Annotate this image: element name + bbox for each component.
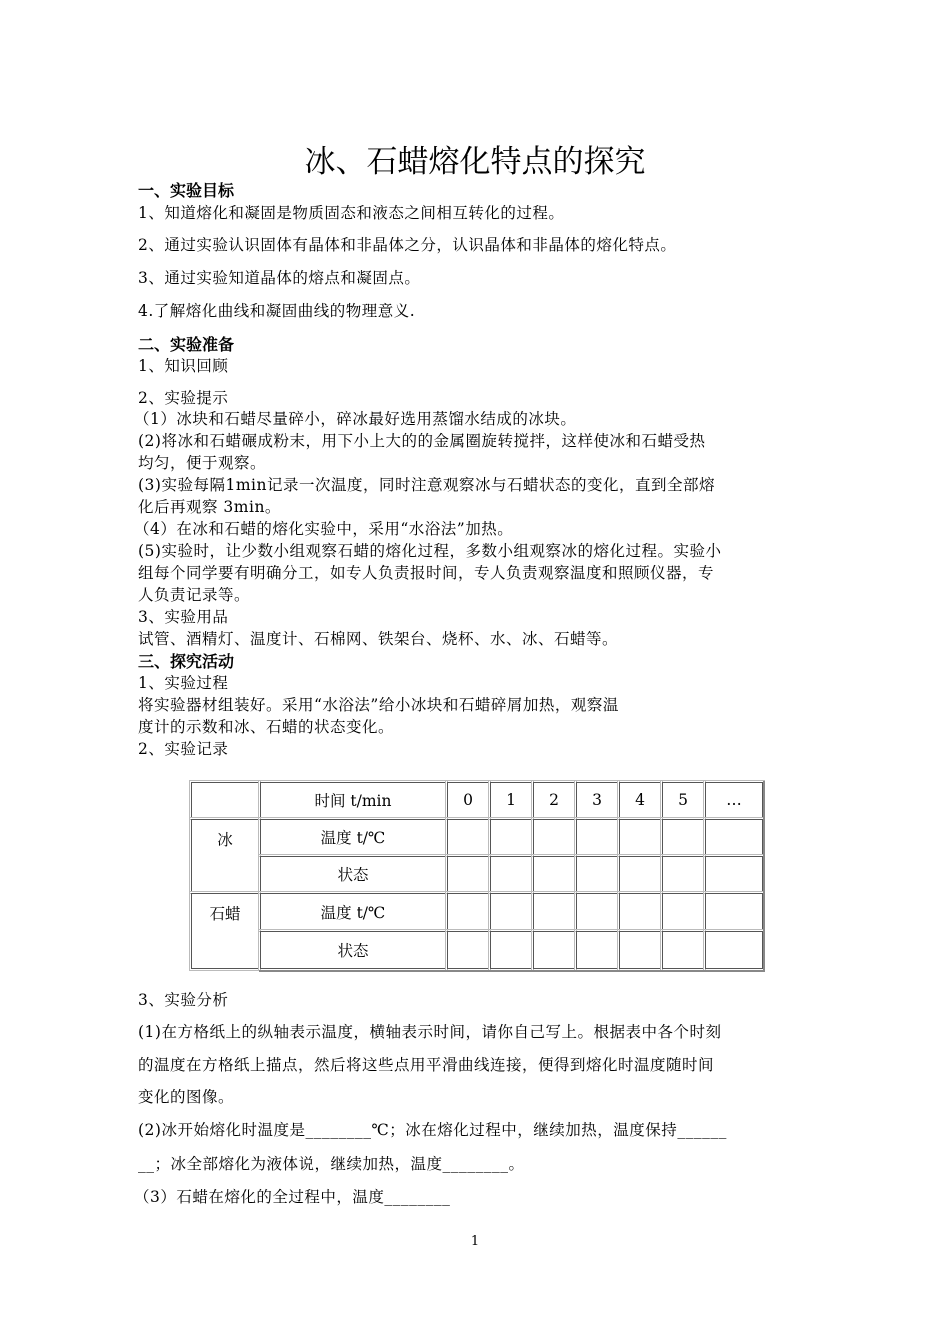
analysis-3-line1 bbox=[134, 1185, 450, 1207]
wax-label: 石蜡 bbox=[191, 893, 259, 969]
analysis-3-text: （3）石蜡在熔化的全过程中，温度 bbox=[134, 1188, 385, 1206]
analysis-2-line2 bbox=[138, 1152, 525, 1174]
analysis-1-line2: 的温度在方格纸上描点，然后将这些点用平滑曲线连接，便得到熔化时温度随时间 bbox=[138, 1056, 715, 1074]
analysis-1-line1: (1)在方格纸上的纵轴表示温度，横轴表示时间，请你自己写上。根据表中各个时刻 bbox=[138, 1023, 722, 1041]
analysis-1-line3: 变化的图像。 bbox=[138, 1088, 235, 1106]
time-cell: 0 bbox=[447, 782, 489, 818]
wax-state-label: 状态 bbox=[260, 931, 446, 969]
analysis-2-text: ℃；冰在熔化过程中，继续加热，温度保持 bbox=[371, 1121, 678, 1139]
time-cell: 5 bbox=[662, 782, 704, 818]
section-heading-goals: 一、实验目标 bbox=[138, 181, 235, 200]
tip-3-line2: 化后再观察 3min。 bbox=[138, 498, 281, 516]
analysis-2-text: ；冰全部熔化为液体说，继续加热，温度 bbox=[154, 1155, 443, 1173]
fill-blank[interactable]: ________ bbox=[442, 1155, 509, 1173]
knowledge-review: 1、知识回顾 bbox=[138, 357, 229, 375]
record-table bbox=[191, 782, 765, 972]
tip-2-line2: 均匀，便于观察。 bbox=[138, 454, 267, 472]
process-line2: 度计的示数和冰、石蜡的状态变化。 bbox=[138, 718, 395, 736]
process-line1: 将实验器材组装好。采用“水浴法”给小冰块和石蜡碎屑加热，观察温 bbox=[138, 696, 619, 714]
tip-5-line1: (5)实验时，让少数小组观察石蜡的熔化过程，多数小组观察冰的熔化过程。实验小 bbox=[138, 542, 722, 560]
process-title: 1、实验过程 bbox=[138, 674, 229, 692]
wax-temp-label: 温度 t/℃ bbox=[260, 893, 446, 930]
time-cell: 1 bbox=[490, 782, 532, 818]
ice-temp-label: 温度 t/℃ bbox=[260, 819, 446, 855]
analysis-title: 3、实验分析 bbox=[138, 991, 229, 1009]
goal-item: 3、通过实验知道晶体的熔点和凝固点。 bbox=[138, 269, 421, 287]
fill-blank[interactable]: ______ bbox=[677, 1121, 727, 1139]
supplies-title: 3、实验用品 bbox=[138, 608, 229, 626]
analysis-2-text: (2)冰开始熔化时温度是 bbox=[138, 1121, 306, 1139]
page-title: 冰、石蜡熔化特点的探究 bbox=[304, 144, 646, 180]
time-cell: 3 bbox=[576, 782, 618, 818]
goal-item: 2、通过实验认识固体有晶体和非晶体之分，认识晶体和非晶体的熔化特点。 bbox=[138, 236, 677, 254]
goal-item: 1、知道熔化和凝固是物质固态和液态之间相互转化的过程。 bbox=[138, 204, 565, 222]
table-frame bbox=[259, 781, 765, 972]
tip-5-line3: 人负责记录等。 bbox=[138, 586, 251, 604]
ice-label: 冰 bbox=[191, 819, 259, 892]
tip-1: （1）冰块和石蜡尽量碎小，碎冰最好选用蒸馏水结成的冰块。 bbox=[134, 410, 577, 428]
analysis-2-line1 bbox=[138, 1118, 727, 1140]
ice-state-label: 状态 bbox=[260, 856, 446, 892]
time-cell: … bbox=[705, 782, 763, 818]
tips-title: 2、实验提示 bbox=[138, 389, 229, 407]
time-header: 时间 t/min bbox=[260, 782, 446, 818]
analysis-2-text: 。 bbox=[508, 1155, 525, 1173]
fill-blank[interactable]: ________ bbox=[384, 1188, 451, 1206]
tip-2-line1: (2)将冰和石蜡碾成粉末，用下小上大的的金属圈旋转搅拌，这样使冰和石蜡受热 bbox=[138, 432, 706, 450]
section-heading-prep: 二、实验准备 bbox=[138, 335, 235, 354]
section-heading-activity: 三、探究活动 bbox=[138, 652, 235, 671]
fill-blank[interactable]: __ bbox=[138, 1155, 155, 1173]
time-cell: 2 bbox=[533, 782, 575, 818]
table-corner bbox=[191, 782, 259, 818]
fill-blank[interactable]: ________ bbox=[305, 1121, 372, 1139]
tip-4: （4）在冰和石蜡的熔化实验中，采用“水浴法”加热。 bbox=[134, 520, 514, 538]
supplies-list: 试管、酒精灯、温度计、石棉网、铁架台、烧杯、水、冰、石蜡等。 bbox=[138, 630, 619, 648]
record-title: 2、实验记录 bbox=[138, 740, 229, 758]
tip-5-line2: 组每个同学要有明确分工，如专人负责报时间，专人负责观察温度和照顾仪器，专 bbox=[138, 564, 715, 582]
goal-item: 4.了解熔化曲线和凝固曲线的物理意义. bbox=[138, 302, 416, 320]
time-cell: 4 bbox=[619, 782, 661, 818]
page-number: 1 bbox=[470, 1234, 480, 1249]
tip-3-line1: (3)实验每隔1min记录一次温度，同时注意观察冰与石蜡状态的变化，直到全部熔 bbox=[138, 476, 715, 494]
